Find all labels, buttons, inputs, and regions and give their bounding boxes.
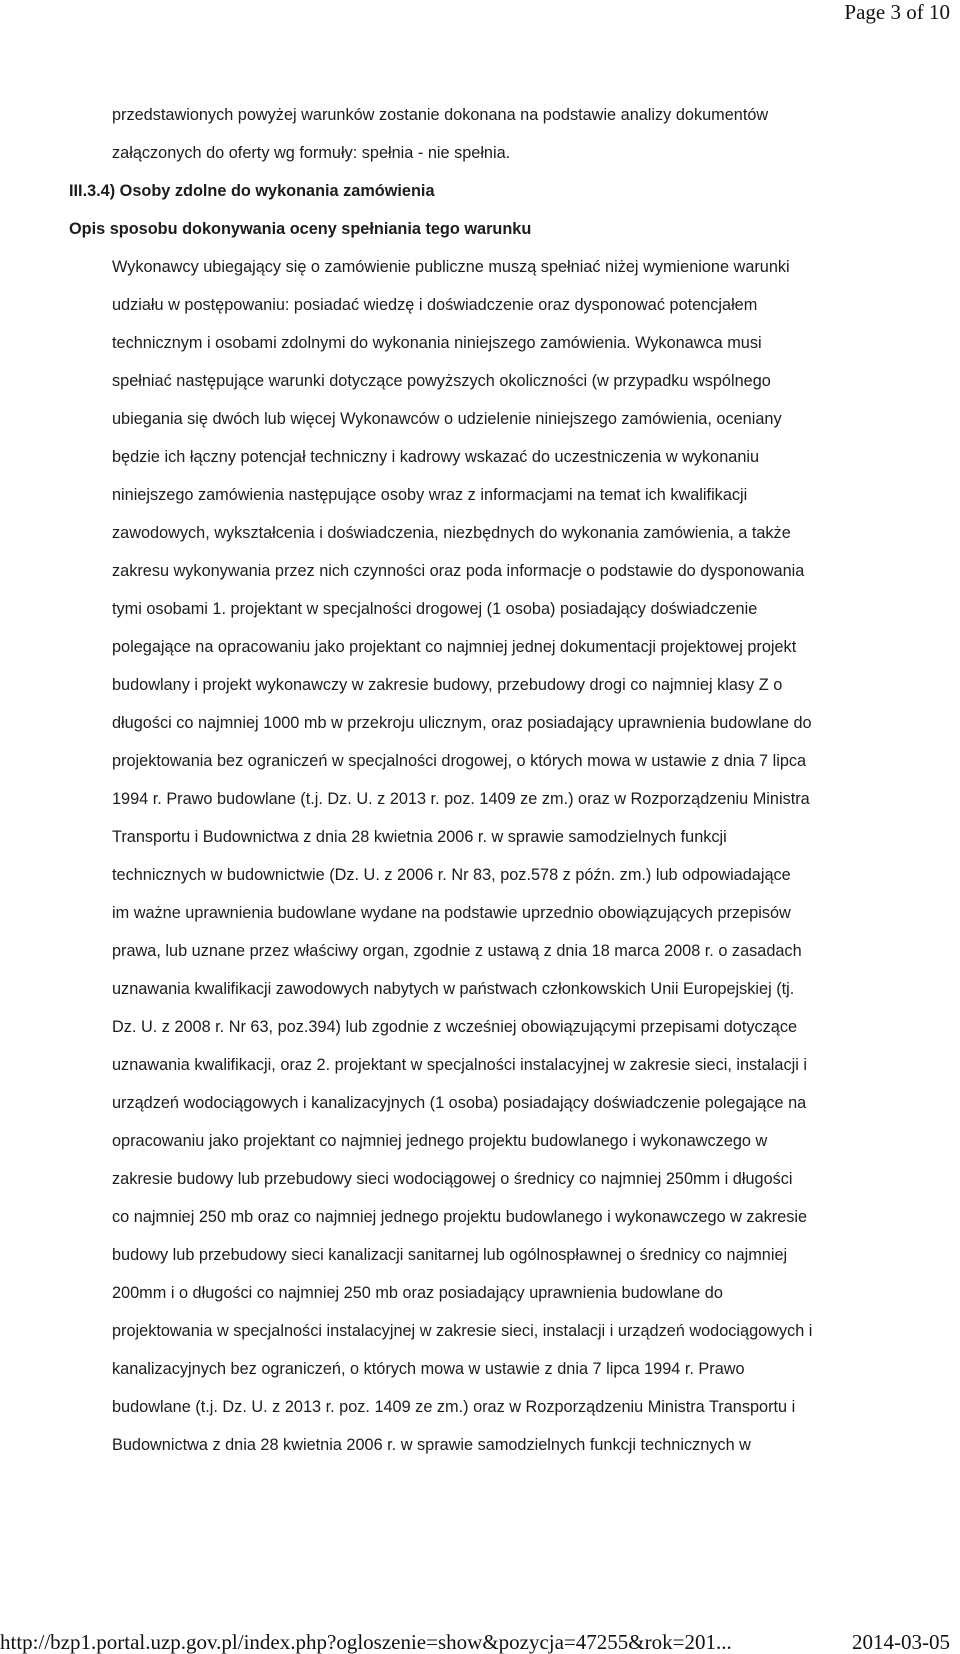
body-line: kanalizacyjnych bez ograniczeń, o których mowa w ustawie z dnia 7 lipca 1994 r. Prawo <box>112 1360 745 1378</box>
body-line: spełniać następujące warunki dotyczące powyższych okoliczności (w przypadku wspólnego <box>112 372 771 390</box>
body-line: Transportu i Budownictwa z dnia 28 kwietnia 2006 r. w sprawie samodzielnych funkcji <box>112 828 727 846</box>
body-line: budowlany i projekt wykonawczy w zakresie budowy, przebudowy drogi co najmniej klasy Z o <box>112 676 783 694</box>
body-line: technicznym i osobami zdolnymi do wykonania niniejszego zamówienia. Wykonawca musi <box>112 334 762 352</box>
page-footer <box>0 1630 960 1654</box>
body-line: udziału w postępowaniu: posiadać wiedzę i doświadczenie oraz dysponować potencjałem <box>112 296 758 314</box>
body-line: uznawania kwalifikacji zawodowych nabytych w państwach członkowskich Unii Europejskiej (tj. <box>112 980 795 998</box>
body-line: 1994 r. Prawo budowlane (t.j. Dz. U. z 2013 r. poz. 1409 ze zm.) oraz w Rozporządzeniu Ministra <box>112 790 810 808</box>
body-line: będzie ich łączny potencjał techniczny i kadrowy wskazać do uczestniczenia w wykonaniu <box>112 448 760 466</box>
body-line: zakresu wykonywania przez nich czynności oraz poda informacje o podstawie do dysponowania <box>112 562 805 580</box>
body-line: uznawania kwalifikacji, oraz 2. projektant w specjalności instalacyjnej w zakresie sieci, instalacji i <box>112 1056 807 1074</box>
body-line: im ważne uprawnienia budowlane wydane na podstawie uprzednio obowiązujących przepisów <box>112 904 791 922</box>
body-line: prawa, lub uznane przez właściwy organ, zgodnie z ustawą z dnia 18 marca 2008 r. o zasadach <box>112 942 802 960</box>
body-line: projektowania bez ograniczeń w specjalności drogowej, o których mowa w ustawie z dnia 7 lipca <box>112 752 807 770</box>
body-line: zawodowych, wykształcenia i doświadczenia, niezbędnych do wykonania zamówienia, a także <box>112 524 791 542</box>
body-line: długości co najmniej 1000 mb w przekroju ulicznym, oraz posiadający uprawnienia budowlane do <box>112 714 812 732</box>
body-line: tymi osobami 1. projektant w specjalności drogowej (1 osoba) posiadający doświadczenie <box>112 600 758 618</box>
body-line: opracowaniu jako projektant co najmniej jednego projektu budowlanego i wykonawczego w <box>112 1132 768 1150</box>
body-line: ubiegania się dwóch lub więcej Wykonawców o udzielenie niniejszego zamówienia, oceniany <box>112 410 782 428</box>
footer-date: 2014-03-05 <box>852 1630 950 1654</box>
body-line: załączonych do oferty wg formuły: spełnia - nie spełnia. <box>112 144 511 162</box>
body-line: zakresie budowy lub przebudowy sieci wodociągowej o średnicy co najmniej 250mm i długości <box>112 1170 793 1188</box>
body-line: Wykonawcy ubiegający się o zamówienie publiczne muszą spełniać niżej wymienione warunki <box>112 258 790 276</box>
body-line: przedstawionych powyżej warunków zostanie dokonana na podstawie analizy dokumentów <box>112 106 769 124</box>
body-line: Budownictwa z dnia 28 kwietnia 2006 r. w sprawie samodzielnych funkcji technicznych w <box>112 1436 751 1454</box>
body-line: co najmniej 250 mb oraz co najmniej jednego projektu budowlanego i wykonawczego w zakresie <box>112 1208 808 1226</box>
body-line: polegające na opracowaniu jako projektant co najmniej jednej dokumentacji projektowej projekt <box>112 638 797 656</box>
body-line: niniejszego zamówienia następujące osoby wraz z informacjami na temat ich kwalifikacji <box>112 486 748 504</box>
body-line: technicznych w budownictwie (Dz. U. z 2006 r. Nr 83, poz.578 z późn. zm.) lub odpowiadające <box>112 866 791 884</box>
section-heading: III.3.4) Osoby zdolne do wykonania zamówienia <box>69 182 435 200</box>
body-line: urządzeń wodociągowych i kanalizacyjnych (1 osoba) posiadający doświadczenie polegające na <box>112 1094 807 1112</box>
body-line: 200mm i o długości co najmniej 250 mb oraz posiadający uprawnienia budowlane do <box>112 1284 723 1302</box>
body-line: budowy lub przebudowy sieci kanalizacji sanitarnej lub ogólnospławnej o średnicy co najmniej <box>112 1246 788 1264</box>
body-line: Dz. U. z 2008 r. Nr 63, poz.394) lub zgodnie z wcześniej obowiązującymi przepisami dotyczące <box>112 1018 798 1036</box>
body-line: projektowania w specjalności instalacyjnej w zakresie sieci, instalacji i urządzeń wodociągowych i <box>112 1322 813 1340</box>
footer-url: http://bzp1.portal.uzp.gov.pl/index.php?ogloszenie=show&pozycja=47255&rok=201... <box>0 1630 732 1654</box>
page-number: Page 3 of 10 <box>844 0 950 24</box>
body-line: budowlane (t.j. Dz. U. z 2013 r. poz. 1409 ze zm.) oraz w Rozporządzeniu Ministra Transportu i <box>112 1398 796 1416</box>
section-subheading: Opis sposobu dokonywania oceny spełniania tego warunku <box>69 220 532 238</box>
